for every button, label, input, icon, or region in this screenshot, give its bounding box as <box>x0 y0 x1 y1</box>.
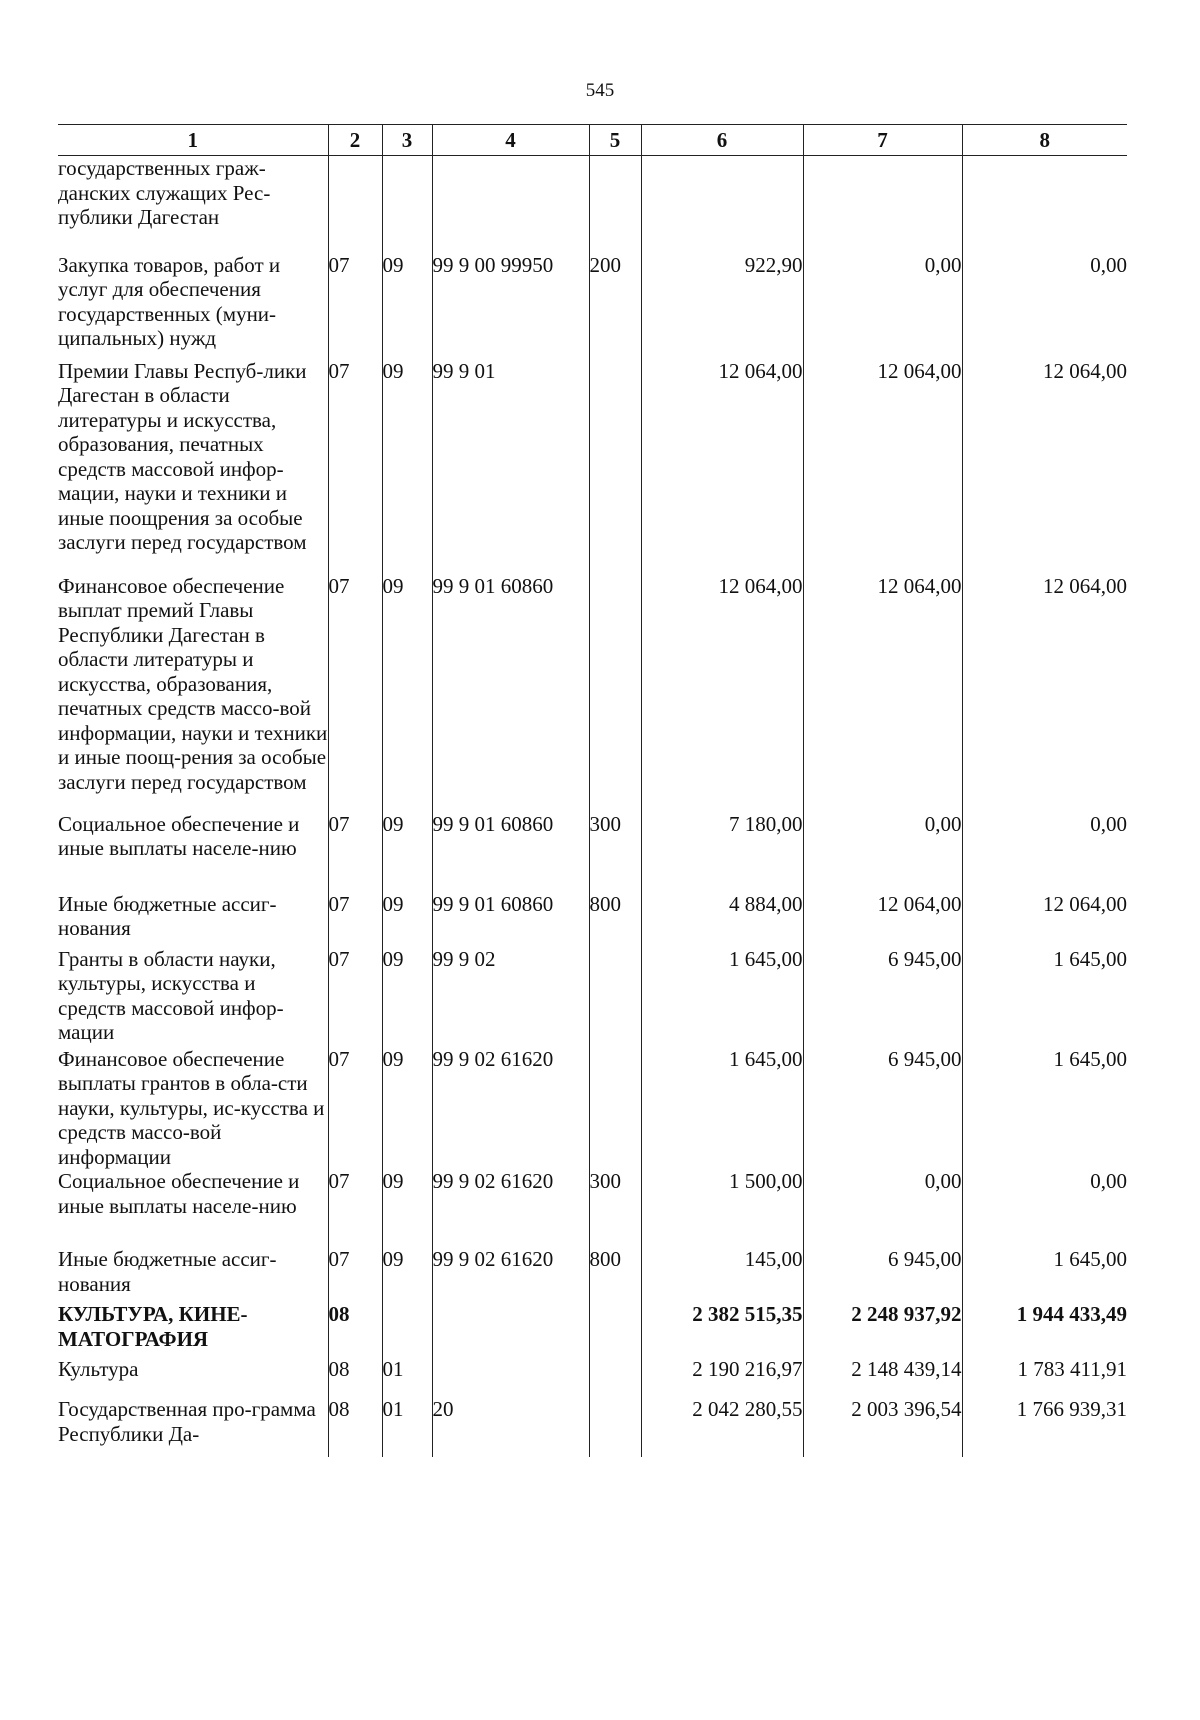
amount-col8-cell: 1 783 411,91 <box>962 1357 1127 1397</box>
target-article-cell: 99 9 01 60860 <box>432 574 589 812</box>
item-name-cell: КУЛЬТУРА, КИНЕ-МАТОГРАФИЯ <box>58 1302 248 1351</box>
item-name-cell: Закупка товаров, работ и услуг для обеспечения государственных (муни-ципальных) нужд <box>58 252 281 350</box>
header-row <box>58 125 1127 156</box>
item-name-cell: Премии Главы Респуб-лики Дагестан в области литературы и искусства, образования, печатных средств массовой инфор-мации, науки и техники и иные поощрения за особые заслуги перед государством <box>58 358 307 554</box>
amount-col6-cell: 12 064,00 <box>641 359 803 574</box>
amount-col8-cell: 0,00 <box>962 812 1127 892</box>
target-article-cell <box>432 156 589 253</box>
table-row <box>58 1357 1127 1397</box>
target-article-cell: 99 9 00 99950 <box>432 253 589 359</box>
subsection-code-cell: 09 <box>382 947 432 1047</box>
item-name-cell: Социальное обеспечение и иные выплаты населе-нию <box>58 811 300 860</box>
amount-col6-cell: 7 180,00 <box>641 812 803 892</box>
amount-col6-cell: 1 645,00 <box>641 947 803 1047</box>
amount-col7-cell: 0,00 <box>803 253 962 359</box>
expense-type-cell: 300 <box>589 812 641 892</box>
section-code-cell: 07 <box>328 1247 382 1302</box>
table-row <box>58 253 1127 359</box>
item-name-cell: Государственная про-грамма Республики Да- <box>58 1397 316 1446</box>
amount-col8-cell <box>962 156 1127 253</box>
target-article-cell: 99 9 02 61620 <box>432 1247 589 1302</box>
column-header: 2 <box>328 125 382 156</box>
amount-col6-cell: 922,90 <box>641 253 803 359</box>
amount-col6-cell: 145,00 <box>641 1247 803 1302</box>
table-row <box>58 156 1127 253</box>
amount-col8-cell: 12 064,00 <box>962 359 1127 574</box>
item-name-cell: государственных граж-данских служащих Рес-публики Дагестан <box>58 156 271 229</box>
amount-col6-cell <box>641 156 803 253</box>
expense-type-cell <box>589 156 641 253</box>
target-article-cell: 99 9 02 61620 <box>432 1169 589 1247</box>
column-header: 6 <box>641 125 803 156</box>
page-number: 545 <box>585 80 615 101</box>
amount-col8-cell: 0,00 <box>962 1169 1127 1247</box>
column-header: 3 <box>382 125 432 156</box>
target-article-cell: 99 9 01 <box>432 359 589 574</box>
section-code-cell: 07 <box>328 812 382 892</box>
expense-type-cell: 800 <box>589 1247 641 1302</box>
item-name-cell: Финансовое обеспечение выплаты грантов в обла-сти науки, культуры, ис-кусства и средств массо-вой информации <box>58 1046 325 1169</box>
table-row <box>58 1247 1127 1302</box>
amount-col8-cell: 12 064,00 <box>962 892 1127 947</box>
amount-col7-cell: 6 945,00 <box>803 947 962 1047</box>
section-code-cell: 07 <box>328 253 382 359</box>
amount-col7-cell: 6 945,00 <box>803 1247 962 1302</box>
table-row <box>58 574 1127 812</box>
expense-type-cell <box>589 1047 641 1170</box>
expense-type-cell <box>589 359 641 574</box>
amount-col6-cell: 4 884,00 <box>641 892 803 947</box>
amount-col6-cell: 2 382 515,35 <box>641 1302 803 1357</box>
subsection-code-cell: 09 <box>382 1247 432 1302</box>
amount-col8-cell: 0,00 <box>962 253 1127 359</box>
subsection-code-cell <box>382 156 432 253</box>
subsection-code-cell: 01 <box>382 1397 432 1457</box>
subsection-code-cell: 09 <box>382 1169 432 1247</box>
column-header: 4 <box>432 125 589 156</box>
amount-col6-cell: 1 500,00 <box>641 1169 803 1247</box>
table-body <box>58 156 1127 1458</box>
amount-col7-cell: 2 248 937,92 <box>803 1302 962 1357</box>
section-code-cell: 07 <box>328 892 382 947</box>
amount-col7-cell: 2 003 396,54 <box>803 1397 962 1457</box>
section-code-cell: 07 <box>328 947 382 1047</box>
amount-col8-cell: 1 766 939,31 <box>962 1397 1127 1457</box>
amount-col6-cell: 2 190 216,97 <box>641 1357 803 1397</box>
item-name-cell: Гранты в области науки, культуры, искусства и средств массовой инфор-мации <box>58 946 284 1044</box>
section-code-cell: 07 <box>328 359 382 574</box>
subsection-code-cell: 09 <box>382 1047 432 1170</box>
amount-col7-cell: 12 064,00 <box>803 574 962 812</box>
target-article-cell <box>432 1357 589 1397</box>
section-code-cell: 08 <box>328 1302 382 1357</box>
table-row <box>58 892 1127 947</box>
column-header: 1 <box>58 125 328 156</box>
expense-type-cell: 200 <box>589 253 641 359</box>
expense-type-cell: 800 <box>589 892 641 947</box>
section-code-cell: 07 <box>328 574 382 812</box>
column-header: 7 <box>803 125 962 156</box>
column-header: 5 <box>589 125 641 156</box>
subsection-code-cell: 09 <box>382 574 432 812</box>
amount-col8-cell: 1 944 433,49 <box>962 1302 1127 1357</box>
target-article-cell: 99 9 01 60860 <box>432 892 589 947</box>
table-row <box>58 1169 1127 1247</box>
amount-col7-cell <box>803 156 962 253</box>
table-row <box>58 1397 1127 1457</box>
expense-type-cell <box>589 1397 641 1457</box>
target-article-cell: 99 9 01 60860 <box>432 812 589 892</box>
expense-type-cell <box>589 1302 641 1357</box>
subsection-code-cell: 09 <box>382 812 432 892</box>
budget-table <box>58 124 1127 1457</box>
table-row <box>58 947 1127 1047</box>
expense-type-cell <box>589 574 641 812</box>
section-code-cell: 07 <box>328 1169 382 1247</box>
item-name-cell: Финансовое обеспечение выплат премий Главы Республики Дагестан в области литературы и искусства, образования, печатных средств массо-вой информации, науки и техники и иные поощ-рения за особые заслуги перед государством <box>58 573 328 794</box>
expense-type-cell <box>589 1357 641 1397</box>
amount-col7-cell: 2 148 439,14 <box>803 1357 962 1397</box>
section-code-cell: 08 <box>328 1397 382 1457</box>
amount-col7-cell: 0,00 <box>803 812 962 892</box>
section-code-cell: 07 <box>328 1047 382 1170</box>
amount-col7-cell: 6 945,00 <box>803 1047 962 1170</box>
target-article-cell: 99 9 02 <box>432 947 589 1047</box>
amount-col8-cell: 1 645,00 <box>962 947 1127 1047</box>
section-code-cell: 08 <box>328 1357 382 1397</box>
amount-col8-cell: 12 064,00 <box>962 574 1127 812</box>
amount-col7-cell: 12 064,00 <box>803 359 962 574</box>
item-name-cell: Иные бюджетные ассиг-нования <box>58 1247 277 1296</box>
amount-col6-cell: 12 064,00 <box>641 574 803 812</box>
item-name-cell: Иные бюджетные ассиг-нования <box>58 891 277 940</box>
item-name-cell: Культура <box>58 1357 139 1381</box>
subsection-code-cell: 09 <box>382 359 432 574</box>
amount-col8-cell: 1 645,00 <box>962 1247 1127 1302</box>
table-row <box>58 1047 1127 1170</box>
target-article-cell: 20 <box>432 1397 589 1457</box>
amount-col8-cell: 1 645,00 <box>962 1047 1127 1170</box>
target-article-cell <box>432 1302 589 1357</box>
subsection-code-cell: 09 <box>382 253 432 359</box>
section-code-cell <box>328 156 382 253</box>
column-header: 8 <box>962 125 1127 156</box>
table-row <box>58 812 1127 892</box>
subsection-code-cell: 09 <box>382 892 432 947</box>
table-row <box>58 1302 1127 1357</box>
amount-col6-cell: 2 042 280,55 <box>641 1397 803 1457</box>
subsection-code-cell <box>382 1302 432 1357</box>
expense-type-cell <box>589 947 641 1047</box>
target-article-cell: 99 9 02 61620 <box>432 1047 589 1170</box>
amount-col6-cell: 1 645,00 <box>641 1047 803 1170</box>
amount-col7-cell: 12 064,00 <box>803 892 962 947</box>
item-name-cell: Социальное обеспечение и иные выплаты населе-нию <box>58 1169 300 1218</box>
amount-col7-cell: 0,00 <box>803 1169 962 1247</box>
table-row <box>58 359 1127 574</box>
subsection-code-cell: 01 <box>382 1357 432 1397</box>
expense-type-cell: 300 <box>589 1169 641 1247</box>
